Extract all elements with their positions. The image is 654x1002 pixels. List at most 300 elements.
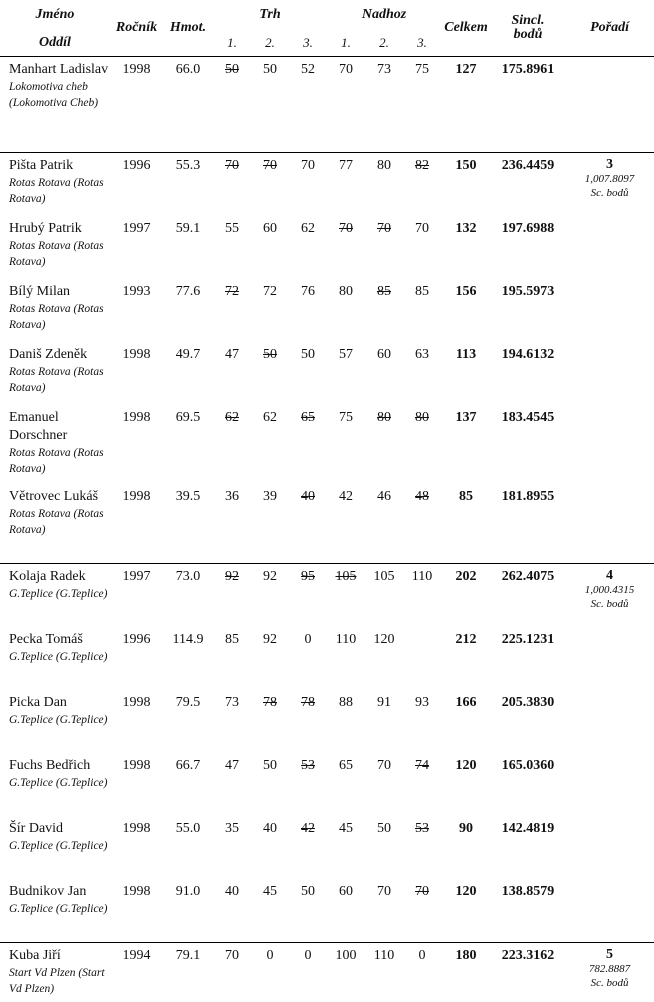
- athlete-cell: [0, 816, 110, 879]
- attempt-value: 91: [377, 695, 391, 710]
- table-row: [0, 57, 654, 153]
- failed-attempt: 70: [225, 158, 239, 173]
- total-value: 132: [441, 216, 491, 279]
- sinclair-value: 205.3830: [491, 690, 565, 753]
- rank-cell: [565, 216, 654, 279]
- cj-attempt-2: [365, 816, 403, 879]
- athlete-club: G.Teplice (G.Teplice): [9, 775, 110, 791]
- snatch-attempt-3: [289, 943, 327, 1002]
- attempt-value: 85: [225, 632, 239, 647]
- rank-cell: [565, 405, 654, 484]
- attempt-value: 0: [419, 948, 426, 963]
- attempt-value: 63: [415, 347, 429, 362]
- snatch-attempt-1: [213, 279, 251, 342]
- header-snatch: Trh: [213, 0, 327, 30]
- failed-attempt: 74: [415, 758, 429, 773]
- sinclair-value: 223.3162: [491, 943, 565, 1002]
- failed-attempt: 95: [301, 569, 315, 584]
- athlete-cell: [0, 690, 110, 753]
- rank-points-label: Sc. bodů: [565, 186, 654, 200]
- snatch-attempt-1: [213, 216, 251, 279]
- failed-attempt: 70: [377, 221, 391, 236]
- sinclair-value: 181.8955: [491, 484, 565, 564]
- athlete-cell: [0, 943, 110, 1002]
- cj-attempt-3: [403, 153, 441, 217]
- attempt-value: 50: [301, 347, 315, 362]
- birth-year: 1998: [110, 753, 163, 816]
- snatch-attempt-2: [251, 216, 289, 279]
- athlete-name: Šír David: [9, 820, 110, 838]
- attempt-value: 76: [301, 284, 315, 299]
- athlete-cell: [0, 753, 110, 816]
- athlete-cell: [0, 405, 110, 484]
- birth-year: 1996: [110, 627, 163, 690]
- athlete-name: Budnikov Jan: [9, 883, 110, 901]
- snatch-attempt-2: [251, 279, 289, 342]
- athlete-cell: [0, 627, 110, 690]
- cj-attempt-3: [403, 279, 441, 342]
- body-weight: 79.1: [163, 943, 213, 1002]
- failed-attempt: 65: [301, 410, 315, 425]
- birth-year: 1997: [110, 564, 163, 628]
- snatch-attempt-2: [251, 690, 289, 753]
- athlete-club: Rotas Rotava (Rotas Rotava): [9, 238, 110, 270]
- athlete-cell: [0, 484, 110, 564]
- athlete-cell: [0, 564, 110, 628]
- attempt-value: 62: [263, 410, 277, 425]
- sinclair-value: 194.6132: [491, 342, 565, 405]
- failed-attempt: 82: [415, 158, 429, 173]
- athlete-club: Rotas Rotava (Rotas Rotava): [9, 506, 110, 538]
- cj-attempt-2: [365, 564, 403, 628]
- athlete-cell: [0, 216, 110, 279]
- birth-year: 1997: [110, 216, 163, 279]
- failed-attempt: 85: [377, 284, 391, 299]
- athlete-name: Pišta Patrik: [9, 157, 110, 175]
- header-weight: Hmot.: [163, 0, 213, 57]
- attempt-value: 70: [225, 948, 239, 963]
- athlete-club: G.Teplice (G.Teplice): [9, 838, 110, 854]
- cj-attempt-2: [365, 216, 403, 279]
- body-weight: 49.7: [163, 342, 213, 405]
- athlete-club: G.Teplice (G.Teplice): [9, 712, 110, 728]
- attempt-value: 75: [339, 410, 353, 425]
- birth-year: 1998: [110, 484, 163, 564]
- attempt-value: 46: [377, 489, 391, 504]
- rank-cell: [565, 627, 654, 690]
- sinclair-value: 262.4075: [491, 564, 565, 628]
- attempt-value: 62: [301, 221, 315, 236]
- attempt-value: 110: [374, 948, 394, 963]
- cj-attempt-3: [403, 342, 441, 405]
- table-row: [0, 342, 654, 405]
- sinclair-value: 142.4819: [491, 816, 565, 879]
- table-header: [0, 0, 654, 57]
- cj-attempt-2: [365, 690, 403, 753]
- header-snatch-2: 2.: [251, 30, 289, 57]
- total-value: 127: [441, 57, 491, 153]
- cj-attempt-1: [327, 753, 365, 816]
- birth-year: 1998: [110, 405, 163, 484]
- athlete-club: Rotas Rotava (Rotas Rotava): [9, 445, 110, 477]
- cj-attempt-1: [327, 943, 365, 1002]
- birth-year: 1998: [110, 690, 163, 753]
- sinclair-value: 195.5973: [491, 279, 565, 342]
- rank-cell: [565, 564, 654, 628]
- birth-year: 1994: [110, 943, 163, 1002]
- header-cj-3: 3.: [403, 30, 441, 57]
- snatch-attempt-2: [251, 564, 289, 628]
- snatch-attempt-3: [289, 816, 327, 879]
- header-sinclair-line1: Sincl.: [511, 13, 544, 28]
- table-row: [0, 627, 654, 690]
- birth-year: 1998: [110, 879, 163, 943]
- attempt-value: 80: [339, 284, 353, 299]
- failed-attempt: 70: [415, 884, 429, 899]
- snatch-attempt-1: [213, 484, 251, 564]
- header-sinclair-line2: bodů: [514, 27, 543, 42]
- failed-attempt: 53: [415, 821, 429, 836]
- cj-attempt-2: [365, 342, 403, 405]
- table-row: [0, 216, 654, 279]
- body-weight: 66.7: [163, 753, 213, 816]
- rank-cell: [565, 484, 654, 564]
- snatch-attempt-2: [251, 943, 289, 1002]
- attempt-value: 45: [339, 821, 353, 836]
- attempt-value: 60: [263, 221, 277, 236]
- cj-attempt-3: [403, 753, 441, 816]
- snatch-attempt-1: [213, 342, 251, 405]
- sinclair-value: 165.0360: [491, 753, 565, 816]
- attempt-value: 47: [225, 758, 239, 773]
- table-row: [0, 816, 654, 879]
- cj-attempt-2: [365, 57, 403, 153]
- failed-attempt: 42: [301, 821, 315, 836]
- cj-attempt-1: [327, 816, 365, 879]
- snatch-attempt-3: [289, 564, 327, 628]
- snatch-attempt-2: [251, 484, 289, 564]
- header-year: Ročník: [110, 0, 163, 57]
- cj-attempt-3: [403, 943, 441, 1002]
- sinclair-value: 138.8579: [491, 879, 565, 943]
- total-value: 120: [441, 879, 491, 943]
- total-value: 166: [441, 690, 491, 753]
- cj-attempt-2: [365, 879, 403, 943]
- cj-attempt-3: [403, 57, 441, 153]
- snatch-attempt-3: [289, 405, 327, 484]
- rank-number: 5: [565, 948, 654, 962]
- cj-attempt-1: [327, 879, 365, 943]
- rank-number: 3: [565, 158, 654, 172]
- rank-cell: [565, 690, 654, 753]
- body-weight: 55.3: [163, 153, 213, 217]
- athlete-name: Kuba Jiří: [9, 947, 110, 965]
- failed-attempt: 70: [339, 221, 353, 236]
- athlete-cell: [0, 57, 110, 153]
- attempt-value: 92: [263, 632, 277, 647]
- snatch-attempt-2: [251, 57, 289, 153]
- rank-cell: [565, 279, 654, 342]
- attempt-value: 39: [263, 489, 277, 504]
- rank-cell: [565, 57, 654, 153]
- attempt-value: 55: [225, 221, 239, 236]
- rank-points-label: Sc. bodů: [565, 597, 654, 611]
- body-weight: 66.0: [163, 57, 213, 153]
- total-value: 150: [441, 153, 491, 217]
- failed-attempt: 78: [263, 695, 277, 710]
- attempt-value: 75: [415, 62, 429, 77]
- snatch-attempt-2: [251, 342, 289, 405]
- athlete-name: Hrubý Patrik: [9, 220, 110, 238]
- athlete-name: Picka Dan: [9, 694, 110, 712]
- table-row: [0, 564, 654, 628]
- rank-cell: [565, 753, 654, 816]
- attempt-value: 80: [377, 158, 391, 173]
- cj-attempt-3: [403, 405, 441, 484]
- snatch-attempt-1: [213, 564, 251, 628]
- total-value: 137: [441, 405, 491, 484]
- total-value: 180: [441, 943, 491, 1002]
- snatch-attempt-1: [213, 753, 251, 816]
- athlete-name: Pecka Tomáš: [9, 631, 110, 649]
- snatch-attempt-2: [251, 816, 289, 879]
- attempt-value: 0: [305, 632, 312, 647]
- table-row: [0, 279, 654, 342]
- rank-points: 1,000.4315: [565, 583, 654, 597]
- attempt-value: 110: [336, 632, 356, 647]
- attempt-value: 42: [339, 489, 353, 504]
- table-row: [0, 943, 654, 1002]
- attempt-value: 85: [415, 284, 429, 299]
- sinclair-value: 225.1231: [491, 627, 565, 690]
- header-cj-1: 1.: [327, 30, 365, 57]
- attempt-value: 35: [225, 821, 239, 836]
- header-name: Jméno: [0, 0, 110, 30]
- total-value: 85: [441, 484, 491, 564]
- cj-attempt-3: [403, 816, 441, 879]
- body-weight: 69.5: [163, 405, 213, 484]
- body-weight: 91.0: [163, 879, 213, 943]
- rank-cell: [565, 879, 654, 943]
- attempt-value: 88: [339, 695, 353, 710]
- snatch-attempt-1: [213, 943, 251, 1002]
- failed-attempt: 48: [415, 489, 429, 504]
- athlete-cell: [0, 279, 110, 342]
- table-row: [0, 753, 654, 816]
- attempt-value: 60: [339, 884, 353, 899]
- attempt-value: 70: [377, 758, 391, 773]
- athlete-cell: [0, 153, 110, 217]
- attempt-value: 0: [305, 948, 312, 963]
- snatch-attempt-3: [289, 484, 327, 564]
- snatch-attempt-3: [289, 57, 327, 153]
- attempt-value: 70: [301, 158, 315, 173]
- attempt-value: 60: [377, 347, 391, 362]
- attempt-value: 70: [339, 62, 353, 77]
- attempt-value: 100: [336, 948, 357, 963]
- header-club: Oddíl: [0, 30, 110, 57]
- snatch-attempt-3: [289, 690, 327, 753]
- snatch-attempt-2: [251, 153, 289, 217]
- cj-attempt-2: [365, 279, 403, 342]
- failed-attempt: 105: [336, 569, 357, 584]
- snatch-attempt-3: [289, 753, 327, 816]
- rank-number: 4: [565, 569, 654, 583]
- body-weight: 73.0: [163, 564, 213, 628]
- snatch-attempt-3: [289, 216, 327, 279]
- athlete-club: Rotas Rotava (Rotas Rotava): [9, 175, 110, 207]
- snatch-attempt-3: [289, 627, 327, 690]
- cj-attempt-1: [327, 627, 365, 690]
- athlete-name: Kolaja Radek: [9, 568, 110, 586]
- athlete-cell: [0, 879, 110, 943]
- rank-cell: [565, 342, 654, 405]
- attempt-value: 40: [263, 821, 277, 836]
- sinclair-value: 197.6988: [491, 216, 565, 279]
- failed-attempt: 70: [263, 158, 277, 173]
- snatch-attempt-2: [251, 405, 289, 484]
- cj-attempt-1: [327, 690, 365, 753]
- failed-attempt: 50: [263, 347, 277, 362]
- athlete-name: Větrovec Lukáš: [9, 488, 110, 506]
- attempt-value: 93: [415, 695, 429, 710]
- attempt-value: 120: [374, 632, 395, 647]
- snatch-attempt-1: [213, 879, 251, 943]
- body-weight: 39.5: [163, 484, 213, 564]
- failed-attempt: 62: [225, 410, 239, 425]
- attempt-value: 92: [263, 569, 277, 584]
- cj-attempt-1: [327, 342, 365, 405]
- table-row: [0, 484, 654, 564]
- rank-cell: [565, 816, 654, 879]
- attempt-value: 50: [263, 758, 277, 773]
- rank-points: 1,007.8097: [565, 172, 654, 186]
- table-row: [0, 690, 654, 753]
- attempt-value: 0: [267, 948, 274, 963]
- birth-year: 1993: [110, 279, 163, 342]
- cj-attempt-1: [327, 279, 365, 342]
- cj-attempt-2: [365, 753, 403, 816]
- table-body: [0, 57, 654, 1002]
- attempt-value: 73: [225, 695, 239, 710]
- cj-attempt-1: [327, 484, 365, 564]
- athlete-club: G.Teplice (G.Teplice): [9, 901, 110, 917]
- snatch-attempt-1: [213, 690, 251, 753]
- attempt-value: 50: [263, 62, 277, 77]
- athlete-club: Lokomotiva cheb (Lokomotiva Cheb): [9, 79, 110, 111]
- failed-attempt: 72: [225, 284, 239, 299]
- attempt-value: 57: [339, 347, 353, 362]
- total-value: 113: [441, 342, 491, 405]
- snatch-attempt-2: [251, 627, 289, 690]
- snatch-attempt-1: [213, 627, 251, 690]
- snatch-attempt-1: [213, 816, 251, 879]
- failed-attempt: 53: [301, 758, 315, 773]
- attempt-value: 47: [225, 347, 239, 362]
- snatch-attempt-1: [213, 153, 251, 217]
- attempt-value: 36: [225, 489, 239, 504]
- snatch-attempt-3: [289, 879, 327, 943]
- athlete-name: Daniš Zdeněk: [9, 346, 110, 364]
- table-row: [0, 879, 654, 943]
- athlete-club: Rotas Rotava (Rotas Rotava): [9, 364, 110, 396]
- total-value: 212: [441, 627, 491, 690]
- attempt-value: 52: [301, 62, 315, 77]
- attempt-value: 40: [225, 884, 239, 899]
- attempt-value: 50: [377, 821, 391, 836]
- cj-attempt-2: [365, 627, 403, 690]
- athlete-name: Manhart Ladislav: [9, 61, 110, 79]
- header-cj-2: 2.: [365, 30, 403, 57]
- sinclair-value: 183.4545: [491, 405, 565, 484]
- attempt-value: 110: [412, 569, 432, 584]
- snatch-attempt-2: [251, 753, 289, 816]
- cj-attempt-3: [403, 484, 441, 564]
- body-weight: 79.5: [163, 690, 213, 753]
- failed-attempt: 40: [301, 489, 315, 504]
- cj-attempt-3: [403, 564, 441, 628]
- header-sinclair: [491, 0, 565, 57]
- sinclair-value: 175.8961: [491, 57, 565, 153]
- sinclair-value: 236.4459: [491, 153, 565, 217]
- birth-year: 1996: [110, 153, 163, 217]
- cj-attempt-2: [365, 153, 403, 217]
- attempt-value: 50: [301, 884, 315, 899]
- body-weight: 77.6: [163, 279, 213, 342]
- header-rank: Pořadí: [565, 0, 654, 57]
- snatch-attempt-3: [289, 153, 327, 217]
- attempt-value: 72: [263, 284, 277, 299]
- snatch-attempt-3: [289, 342, 327, 405]
- athlete-name: Emanuel Dorschner: [9, 409, 110, 445]
- cj-attempt-1: [327, 405, 365, 484]
- body-weight: 59.1: [163, 216, 213, 279]
- body-weight: 55.0: [163, 816, 213, 879]
- cj-attempt-3: [403, 627, 441, 690]
- athlete-cell: [0, 342, 110, 405]
- cj-attempt-3: [403, 216, 441, 279]
- total-value: 156: [441, 279, 491, 342]
- birth-year: 1998: [110, 342, 163, 405]
- cj-attempt-2: [365, 405, 403, 484]
- attempt-value: 105: [374, 569, 395, 584]
- rank-points-label: Sc. bodů: [565, 976, 654, 990]
- cj-attempt-3: [403, 690, 441, 753]
- athlete-club: Start Vd Plzen (Start Vd Plzen): [9, 965, 110, 997]
- total-value: 120: [441, 753, 491, 816]
- attempt-value: 45: [263, 884, 277, 899]
- failed-attempt: 78: [301, 695, 315, 710]
- rank-points: 782.8887: [565, 962, 654, 976]
- header-snatch-3: 3.: [289, 30, 327, 57]
- cj-attempt-1: [327, 564, 365, 628]
- attempt-value: 70: [377, 884, 391, 899]
- snatch-attempt-1: [213, 57, 251, 153]
- rank-cell: [565, 943, 654, 1002]
- athlete-name: Bílý Milan: [9, 283, 110, 301]
- birth-year: 1998: [110, 816, 163, 879]
- cj-attempt-1: [327, 216, 365, 279]
- header-snatch-1: 1.: [213, 30, 251, 57]
- attempt-value: 65: [339, 758, 353, 773]
- failed-attempt: 50: [225, 62, 239, 77]
- total-value: 202: [441, 564, 491, 628]
- total-value: 90: [441, 816, 491, 879]
- failed-attempt: 80: [415, 410, 429, 425]
- snatch-attempt-1: [213, 405, 251, 484]
- cj-attempt-1: [327, 153, 365, 217]
- header-total: Celkem: [441, 0, 491, 57]
